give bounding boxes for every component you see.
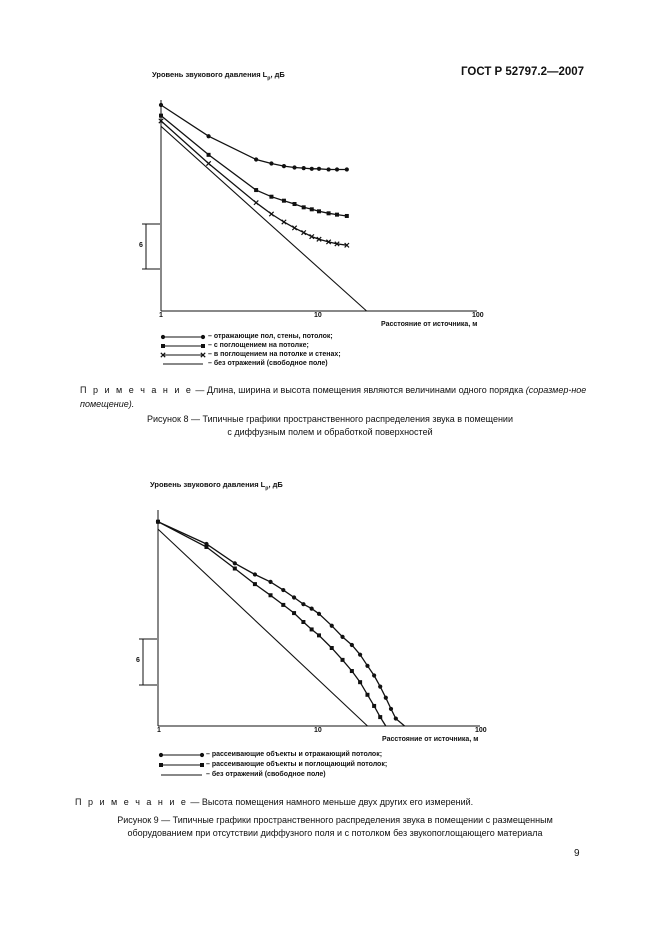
figure9-series-2-point: [358, 680, 362, 684]
figure9-series-1-point: [310, 607, 314, 611]
figure8-tick-1: 1: [159, 312, 163, 319]
figure9-series-1-point: [292, 595, 296, 599]
figure8-legend-item: – в поглощением на потолке и стенах;: [208, 351, 341, 358]
figure9-series-1-point: [350, 643, 354, 647]
figure9-series-1-point: [301, 602, 305, 606]
figure9-series-2-line: [158, 522, 386, 726]
figure9-series-1-point: [340, 635, 344, 639]
figure9-tick-1: 1: [157, 727, 161, 734]
figure9-series-2-point: [310, 627, 314, 631]
figure9-series-2-point: [372, 704, 376, 708]
figure9-series-2-point: [341, 658, 345, 662]
figure9-y-axis-label: Уровень звукового давления $L_p$, дБ: [150, 480, 283, 492]
figure9-caption: Рисунок 9 — Типичные графики пространственного распределения звука в помещении с размещенным оборудованием при отсутствии диффузного поля и с потолком без звукопоглощающего материала: [117, 815, 553, 838]
figure9-series-1-point: [330, 624, 334, 628]
figure8-x-axis-label: Расстояние от источника, м: [381, 321, 478, 328]
figure9-legend-item: – рассеивающие объекты и отражающий потолок;: [206, 751, 383, 758]
figure9-x-axis-label: Расстояние от источника, м: [382, 736, 479, 743]
figure9-series-1-point: [389, 707, 393, 711]
figure9-series-2-point: [378, 715, 382, 719]
figure8-y-axis-label: Уровень звукового давления $L_p$, дБ: [152, 70, 285, 82]
figure9-series-1-point: [281, 588, 285, 592]
figure8-tick-100: 100: [472, 312, 484, 319]
figure9-series-2-point: [350, 669, 354, 673]
figure8-legend-item: – с поглощением на потолке;: [208, 342, 309, 349]
figure8-caption: Рисунок 8 — Типичные графики пространственного распределения звука в помещении с диффузным полем и обработкой поверхностей: [147, 414, 513, 437]
page-number: 9: [574, 848, 580, 859]
figure9-series-1-point: [317, 612, 321, 616]
figure9-legend-item: – без отражений (свободное поле): [206, 771, 326, 778]
figure9-series-2-point: [253, 582, 257, 586]
figure8-bracket-label: 6: [139, 242, 143, 249]
document-standard-number: ГОСТ Р 52797.2—2007: [461, 66, 585, 78]
figure9-series-2-point: [269, 593, 273, 597]
figure9-series-2-point: [317, 633, 321, 637]
figure9-bracket-label: 6: [136, 657, 140, 664]
figure9-series-2-point: [365, 693, 369, 697]
figure9-series-1-point: [253, 572, 257, 576]
figure9-series-1-point: [378, 685, 382, 689]
figure8-legend-item: – отражающие пол, стены, потолок;: [208, 333, 333, 340]
figure9-note: П р и м е ч а н и е — Высота помещения намного меньше двух других его измерений.: [75, 797, 474, 807]
figure9-series-2-point: [156, 520, 160, 524]
figure9-legend-marker: [159, 753, 163, 757]
figure9-legend-marker: [200, 753, 204, 757]
figure9-series-2-point: [292, 611, 296, 615]
figure9-series-3-line: [158, 529, 368, 726]
figure9-series-1-point: [394, 716, 398, 720]
figure8-tick-10: 10: [314, 312, 322, 319]
figure9-series-2-point: [233, 567, 237, 571]
figure9-series-2-point: [301, 620, 305, 624]
figure8-note: П р и м е ч а н и е — Длина, ширина и высота помещения являются величинами одного порядка (соразмер-ное помещение).: [80, 385, 587, 409]
figure9-tick-10: 10: [314, 727, 322, 734]
figure9-series-2-point: [330, 646, 334, 650]
figure9-series-1-point: [358, 653, 362, 657]
figure8-legend-item: – без отражений (свободное поле): [208, 360, 328, 367]
figure9-series-1-point: [268, 580, 272, 584]
figure9-series-1-point: [233, 561, 237, 565]
figure9-series-1-point: [365, 664, 369, 668]
figure9-series-1-point: [372, 673, 376, 677]
figure9-legend-marker: [159, 763, 163, 767]
figure9-legend-marker: [200, 763, 204, 767]
figure9-tick-100: 100: [475, 727, 487, 734]
figure9-series-1-point: [384, 696, 388, 700]
figure9-legend-item: – рассеивающие объекты и поглощающий потолок;: [206, 761, 388, 768]
figure9-series-2-point: [281, 603, 285, 607]
figure9-series-2-point: [204, 545, 208, 549]
